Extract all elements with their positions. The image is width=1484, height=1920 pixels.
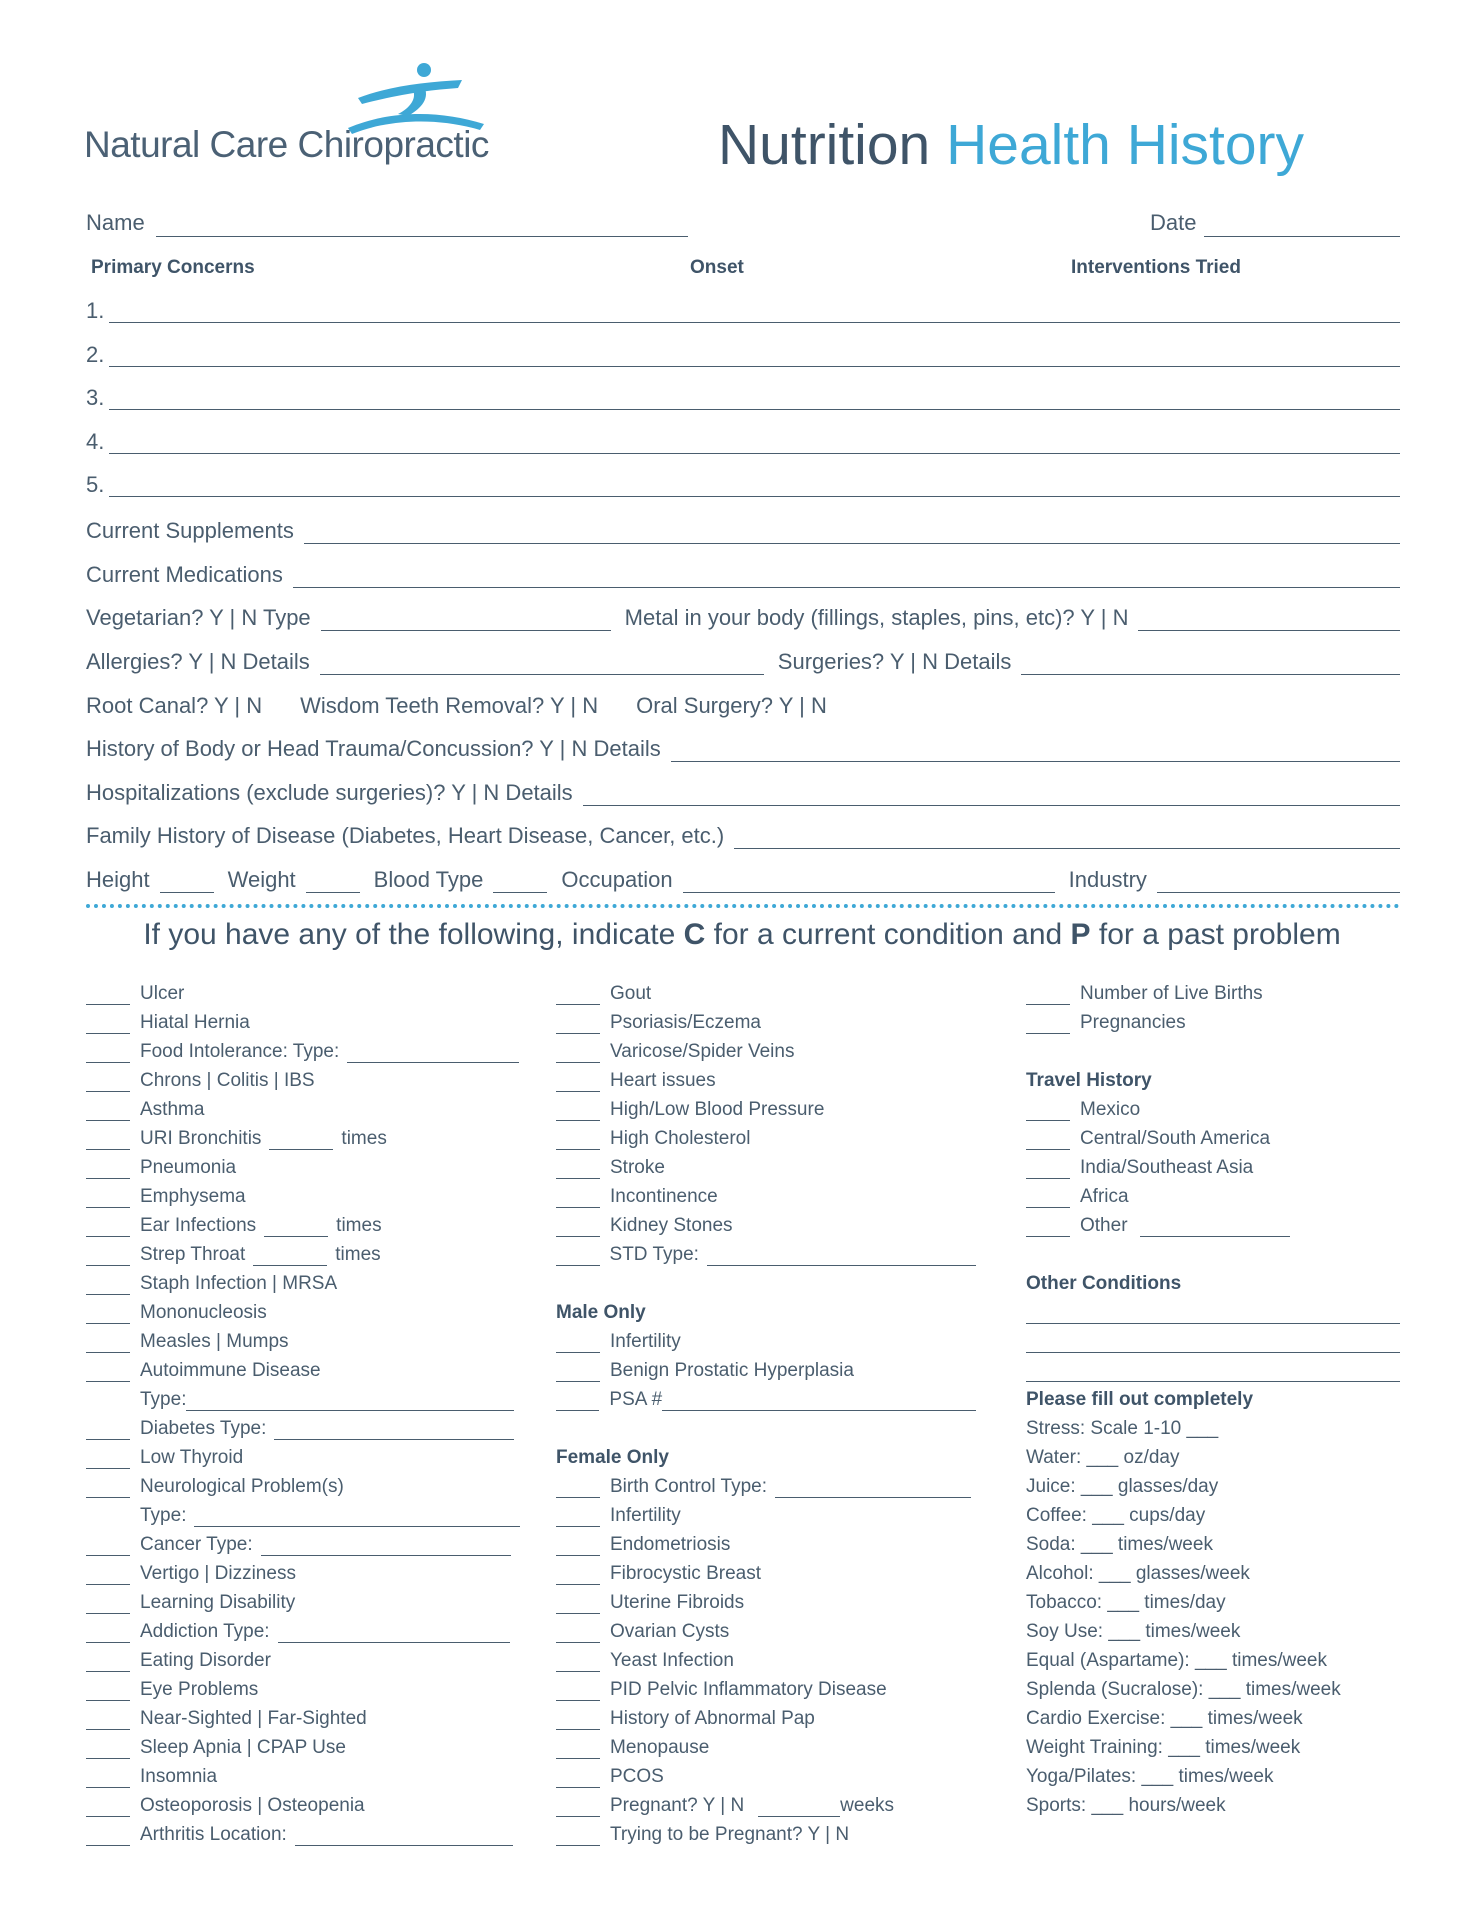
condition-blank[interactable] xyxy=(556,1363,600,1382)
list-item xyxy=(86,1585,526,1614)
condition-label: Strep Throat xyxy=(140,1244,246,1265)
condition-label: Autoimmune Disease xyxy=(140,1360,321,1381)
occupation-label: Occupation xyxy=(561,867,673,892)
other-conditions-line[interactable] xyxy=(1026,1295,1400,1324)
list-item xyxy=(556,1121,976,1150)
condition-blank[interactable] xyxy=(86,1740,130,1759)
condition-label: High/Low Blood Pressure xyxy=(610,1099,825,1120)
hospitalizations-field[interactable] xyxy=(583,783,1400,806)
list-item xyxy=(556,1817,976,1846)
condition-blank[interactable] xyxy=(556,1044,600,1063)
food-intolerance-type-field[interactable] xyxy=(347,1044,519,1063)
neurological-type-field[interactable] xyxy=(194,1508,520,1527)
metal-label: Metal in your body (fillings, staples, pins, etc)? Y | N xyxy=(624,605,1129,630)
condition-label: Addiction Type: xyxy=(140,1621,270,1642)
condition-blank[interactable] xyxy=(86,1653,130,1672)
instructions-pre: If you have any of the following, indicate xyxy=(143,918,684,951)
dotted-divider xyxy=(86,904,1400,908)
list-item xyxy=(86,1440,526,1469)
condition-label: Incontinence xyxy=(610,1186,718,1207)
condition-blank[interactable] xyxy=(86,1566,130,1585)
height-field[interactable] xyxy=(160,870,214,893)
list-item xyxy=(86,1730,526,1759)
condition-label: Asthma xyxy=(140,1099,205,1120)
times-label: times xyxy=(341,1128,387,1149)
logo-text: Natural Care Chiropractic xyxy=(84,124,489,165)
concern-field-4[interactable] xyxy=(109,453,1400,454)
family-history-label: Family History of Disease (Diabetes, Heart Disease, Cancer, etc.) xyxy=(86,823,725,848)
condition-blank[interactable] xyxy=(86,986,130,1005)
condition-blank[interactable] xyxy=(556,1537,600,1556)
lifestyle-item: Water: ___ oz/day xyxy=(1026,1447,1180,1468)
trauma-field[interactable] xyxy=(671,739,1400,762)
condition-blank[interactable] xyxy=(556,1740,600,1759)
hospitalizations-label: Hospitalizations (exclude surgeries)? Y | N Details xyxy=(86,780,573,805)
condition-blank[interactable] xyxy=(86,1421,130,1440)
condition-blank[interactable] xyxy=(556,1566,600,1585)
condition-blank[interactable] xyxy=(556,1624,600,1643)
concern-number-3: 3. xyxy=(86,385,105,410)
condition-label: Insomnia xyxy=(140,1766,218,1787)
condition-label: Type: xyxy=(140,1505,187,1526)
condition-label: Type: xyxy=(140,1389,187,1410)
travel-label: India/Southeast Asia xyxy=(1080,1157,1254,1178)
list-item xyxy=(86,1556,526,1585)
weight-label: Weight xyxy=(227,867,296,892)
list-item xyxy=(86,1295,526,1324)
list-item xyxy=(86,1527,526,1556)
condition-blank[interactable] xyxy=(556,1247,600,1266)
lifestyle-item: Juice: ___ glasses/day xyxy=(1026,1476,1219,1497)
lifestyle-item: Sports: ___ hours/week xyxy=(1026,1795,1226,1816)
surgeries-label: Surgeries? Y | N Details xyxy=(777,649,1012,674)
list-item xyxy=(556,976,976,1005)
dental-row xyxy=(86,689,1400,719)
condition-label: Cancer Type: xyxy=(140,1534,253,1555)
condition-label: Uterine Fibroids xyxy=(610,1592,745,1613)
condition-label: PSA # xyxy=(609,1389,663,1410)
condition-blank[interactable] xyxy=(86,1769,130,1788)
list-item xyxy=(86,1353,526,1382)
pregnant-weeks-field[interactable] xyxy=(758,1798,840,1817)
travel-blank[interactable] xyxy=(1026,1189,1070,1208)
concern-number-1: 1. xyxy=(86,298,105,323)
wisdom-teeth-label: Wisdom Teeth Removal? Y | N xyxy=(300,693,599,718)
condition-blank[interactable] xyxy=(556,1508,600,1527)
condition-label: STD Type: xyxy=(609,1244,699,1265)
occupation-field[interactable] xyxy=(683,870,1055,893)
condition-blank[interactable] xyxy=(86,1363,130,1382)
list-item xyxy=(556,1382,976,1411)
list-item xyxy=(1026,1005,1400,1034)
condition-label: Ear Infections xyxy=(140,1215,257,1236)
oral-surgery-label: Oral Surgery? Y | N xyxy=(636,693,827,718)
condition-label: Ovarian Cysts xyxy=(610,1621,730,1642)
lifestyle-item: Soy Use: ___ times/week xyxy=(1026,1621,1241,1642)
condition-blank[interactable] xyxy=(86,1711,130,1730)
condition-blank[interactable] xyxy=(86,1305,130,1324)
condition-label: Infertility xyxy=(610,1505,681,1526)
list-item xyxy=(1026,976,1400,1005)
condition-label: History of Abnormal Pap xyxy=(610,1708,815,1729)
condition-label: Neurological Problem(s) xyxy=(140,1476,344,1497)
list-item xyxy=(556,1643,976,1672)
lifestyle-item: Weight Training: ___ times/week xyxy=(1026,1737,1301,1758)
list-item xyxy=(556,1150,976,1179)
list-item xyxy=(86,1179,526,1208)
condition-blank[interactable] xyxy=(86,1334,130,1353)
list-item xyxy=(86,1817,526,1846)
concern-number-2: 2. xyxy=(86,342,105,367)
list-item xyxy=(556,1730,976,1759)
lifestyle-item: Equal (Aspartame): ___ times/week xyxy=(1026,1650,1327,1671)
title-part-1: Nutrition xyxy=(718,113,931,177)
travel-blank[interactable] xyxy=(1026,1131,1070,1150)
condition-blank[interactable] xyxy=(556,1711,600,1730)
condition-label: Low Thyroid xyxy=(140,1447,244,1468)
hospitalizations-row xyxy=(86,776,1400,806)
travel-blank[interactable] xyxy=(1026,1218,1070,1237)
list-item xyxy=(86,1382,526,1411)
condition-label: Fibrocystic Breast xyxy=(610,1563,761,1584)
condition-label: Osteoporosis | Osteopenia xyxy=(140,1795,365,1816)
family-history-field[interactable] xyxy=(734,826,1400,849)
list-item xyxy=(86,1121,526,1150)
list-item xyxy=(86,976,526,1005)
strep-throat-times-field[interactable] xyxy=(253,1247,327,1266)
addiction-type-field[interactable] xyxy=(278,1624,510,1643)
concern-number-5: 5. xyxy=(86,472,105,497)
condition-blank[interactable] xyxy=(556,1798,600,1817)
family-history-row xyxy=(86,819,1400,849)
lifestyle-item: Coffee: ___ cups/day xyxy=(1026,1505,1206,1526)
condition-blank[interactable] xyxy=(556,986,600,1005)
supplements-row xyxy=(86,514,1400,544)
list-item xyxy=(1026,1208,1400,1237)
page-title xyxy=(718,112,1304,178)
condition-label: Food Intolerance: Type: xyxy=(140,1041,340,1062)
condition-label: Yeast Infection xyxy=(610,1650,734,1671)
list-item xyxy=(86,1614,526,1643)
condition-label: Chrons | Colitis | IBS xyxy=(140,1070,315,1091)
condition-blank[interactable] xyxy=(86,1624,130,1643)
bronchitis-times-field[interactable] xyxy=(269,1131,333,1150)
conditions-column-1 xyxy=(86,976,526,1846)
condition-blank[interactable] xyxy=(556,1479,600,1498)
list-item xyxy=(86,1498,526,1527)
condition-blank[interactable] xyxy=(556,1392,599,1411)
condition-label: Pregnancies xyxy=(1080,1012,1186,1033)
condition-label: Number of Live Births xyxy=(1080,983,1263,1004)
condition-label: Vertigo | Dizziness xyxy=(140,1563,296,1584)
allergies-field[interactable] xyxy=(320,652,764,675)
list-item xyxy=(556,1092,976,1121)
lifestyle-item: Stress: Scale 1-10 ___ xyxy=(1026,1418,1219,1439)
condition-blank[interactable] xyxy=(556,1218,600,1237)
list-item xyxy=(556,1614,976,1643)
condition-label: Staph Infection | MRSA xyxy=(140,1273,338,1294)
condition-blank[interactable] xyxy=(86,1479,130,1498)
trauma-row xyxy=(86,732,1400,762)
condition-label: URI Bronchitis xyxy=(140,1128,262,1149)
date-label: Date xyxy=(1150,210,1197,235)
allergies-row xyxy=(86,645,1400,675)
travel-label: Other xyxy=(1080,1215,1128,1236)
condition-label: PID Pelvic Inflammatory Disease xyxy=(610,1679,887,1700)
trauma-label: History of Body or Head Trauma/Concussion? Y | N Details xyxy=(86,736,661,761)
condition-blank[interactable] xyxy=(556,1160,600,1179)
list-item xyxy=(556,1179,976,1208)
condition-blank[interactable] xyxy=(86,1015,130,1034)
body-stats-row xyxy=(86,863,1400,893)
condition-blank[interactable] xyxy=(556,1189,600,1208)
fill-out-heading: Please fill out completely xyxy=(1026,1389,1254,1410)
condition-blank[interactable] xyxy=(86,1247,130,1266)
list-item xyxy=(86,1643,526,1672)
conditions-column-3 xyxy=(1026,976,1400,1817)
condition-label: Heart issues xyxy=(610,1070,716,1091)
allergies-label: Allergies? Y | N Details xyxy=(86,649,310,674)
list-item xyxy=(86,1092,526,1121)
list-item xyxy=(86,1788,526,1817)
conditions-instructions xyxy=(0,918,1484,952)
condition-blank[interactable] xyxy=(86,1450,130,1469)
supplements-field[interactable] xyxy=(304,521,1400,544)
condition-label: Menopause xyxy=(610,1737,710,1758)
lifestyle-item: Yoga/Pilates: ___ times/week xyxy=(1026,1766,1274,1787)
condition-label: Emphysema xyxy=(140,1186,246,1207)
industry-field[interactable] xyxy=(1157,870,1400,893)
medications-row xyxy=(86,558,1400,588)
list-item xyxy=(86,1208,526,1237)
date-field[interactable] xyxy=(1204,236,1400,237)
list-item xyxy=(556,1005,976,1034)
female-only-heading: Female Only xyxy=(556,1447,669,1468)
list-item xyxy=(86,1324,526,1353)
list-item xyxy=(86,1005,526,1034)
list-item xyxy=(556,1237,976,1266)
std-type-field[interactable] xyxy=(707,1247,976,1266)
condition-blank[interactable] xyxy=(86,1160,130,1179)
condition-blank[interactable] xyxy=(86,1073,130,1092)
list-item xyxy=(86,1701,526,1730)
condition-blank[interactable] xyxy=(86,1131,130,1150)
onset-heading: Onset xyxy=(690,257,744,278)
condition-blank[interactable] xyxy=(1026,986,1070,1005)
list-item xyxy=(86,1034,526,1063)
list-item xyxy=(86,1759,526,1788)
condition-label: Ulcer xyxy=(140,983,185,1004)
condition-blank[interactable] xyxy=(556,1015,600,1034)
list-item xyxy=(556,1034,976,1063)
concern-field-3[interactable] xyxy=(109,409,1400,410)
list-item xyxy=(86,1672,526,1701)
condition-label: Kidney Stones xyxy=(610,1215,733,1236)
condition-label: Pneumonia xyxy=(140,1157,237,1178)
list-item xyxy=(556,1353,976,1382)
other-conditions-line[interactable] xyxy=(1026,1324,1400,1353)
condition-label: Eating Disorder xyxy=(140,1650,271,1671)
concern-field-1[interactable] xyxy=(109,322,1400,323)
condition-blank[interactable] xyxy=(86,1537,130,1556)
travel-blank[interactable] xyxy=(1026,1102,1070,1121)
list-item xyxy=(86,1266,526,1295)
blood-type-field[interactable] xyxy=(493,870,547,893)
list-item xyxy=(1026,1121,1400,1150)
condition-blank[interactable] xyxy=(556,1334,600,1353)
list-item xyxy=(86,1411,526,1440)
condition-label: Endometriosis xyxy=(610,1534,731,1555)
title-part-2: Health History xyxy=(946,113,1305,177)
condition-label: Eye Problems xyxy=(140,1679,259,1700)
condition-label: Birth Control Type: xyxy=(610,1476,768,1497)
condition-blank[interactable] xyxy=(86,1189,130,1208)
condition-blank[interactable] xyxy=(556,1102,600,1121)
condition-blank[interactable] xyxy=(1026,1015,1070,1034)
instructions-p: P xyxy=(1070,918,1091,951)
weeks-label: weeks xyxy=(840,1795,895,1816)
condition-blank[interactable] xyxy=(86,1102,130,1121)
condition-label: Psoriasis/Eczema xyxy=(610,1012,761,1033)
condition-blank[interactable] xyxy=(86,1218,130,1237)
travel-label: Africa xyxy=(1080,1186,1129,1207)
condition-label: High Cholesterol xyxy=(610,1128,751,1149)
root-canal-label: Root Canal? Y | N xyxy=(86,693,263,718)
medications-label: Current Medications xyxy=(86,562,283,587)
instructions-mid: for a current condition and xyxy=(705,918,1071,951)
concern-field-5[interactable] xyxy=(109,496,1400,497)
condition-blank[interactable] xyxy=(86,1798,130,1817)
conditions-column-2 xyxy=(556,976,976,1846)
surgeries-field[interactable] xyxy=(1021,652,1400,675)
travel-blank[interactable] xyxy=(1026,1160,1070,1179)
list-item xyxy=(556,1063,976,1092)
condition-label: Gout xyxy=(610,983,652,1004)
other-conditions-heading: Other Conditions xyxy=(1026,1273,1182,1294)
interventions-heading: Interventions Tried xyxy=(1071,257,1241,278)
vegetarian-type-field[interactable] xyxy=(321,608,611,631)
condition-label: Near-Sighted | Far-Sighted xyxy=(140,1708,367,1729)
medications-field[interactable] xyxy=(293,565,1400,588)
condition-blank[interactable] xyxy=(556,1653,600,1672)
condition-label: Benign Prostatic Hyperplasia xyxy=(610,1360,854,1381)
list-item xyxy=(556,1701,976,1730)
condition-label: Learning Disability xyxy=(140,1592,296,1613)
metal-field[interactable] xyxy=(1138,608,1400,631)
condition-blank[interactable] xyxy=(86,1276,130,1295)
condition-label: Diabetes Type: xyxy=(140,1418,267,1439)
list-item xyxy=(556,1585,976,1614)
condition-label: PCOS xyxy=(610,1766,664,1787)
name-field[interactable] xyxy=(156,236,688,237)
other-conditions-line[interactable] xyxy=(1026,1353,1400,1382)
list-item xyxy=(1026,1179,1400,1208)
list-item xyxy=(556,1498,976,1527)
supplements-label: Current Supplements xyxy=(86,518,294,543)
condition-blank[interactable] xyxy=(556,1769,600,1788)
vegetarian-row xyxy=(86,601,1400,631)
list-item xyxy=(86,1063,526,1092)
times-label: times xyxy=(336,1215,382,1236)
list-item xyxy=(86,1150,526,1179)
lifestyle-item: Soda: ___ times/week xyxy=(1026,1534,1213,1555)
condition-label: Stroke xyxy=(610,1157,665,1178)
condition-label: Arthritis Location: xyxy=(140,1824,287,1845)
concern-field-2[interactable] xyxy=(109,366,1400,367)
condition-label: Sleep Apnia | CPAP Use xyxy=(140,1737,346,1758)
condition-blank[interactable] xyxy=(86,1595,130,1614)
condition-label: Hiatal Hernia xyxy=(140,1012,250,1033)
travel-history-heading: Travel History xyxy=(1026,1070,1152,1091)
instructions-post: for a past problem xyxy=(1090,918,1341,951)
travel-label: Central/South America xyxy=(1080,1128,1271,1149)
weight-field[interactable] xyxy=(306,870,360,893)
birth-control-type-field[interactable] xyxy=(775,1479,971,1498)
list-item xyxy=(1026,1092,1400,1121)
condition-blank[interactable] xyxy=(556,1073,600,1092)
list-item xyxy=(556,1556,976,1585)
list-item xyxy=(1026,1150,1400,1179)
lifestyle-item: Cardio Exercise: ___ times/week xyxy=(1026,1708,1303,1729)
list-item xyxy=(556,1788,976,1817)
travel-other-field[interactable] xyxy=(1140,1218,1290,1237)
list-item xyxy=(556,1324,976,1353)
blood-type-label: Blood Type xyxy=(373,867,484,892)
condition-blank[interactable] xyxy=(86,1682,130,1701)
vegetarian-label: Vegetarian? Y | N Type xyxy=(86,605,311,630)
lifestyle-item: Tobacco: ___ times/day xyxy=(1026,1592,1226,1613)
primary-concerns-heading: Primary Concerns xyxy=(91,257,255,278)
list-item xyxy=(556,1527,976,1556)
condition-blank[interactable] xyxy=(86,1827,130,1846)
male-only-heading: Male Only xyxy=(556,1302,646,1323)
psa-field[interactable] xyxy=(662,1392,976,1411)
condition-label: Trying to be Pregnant? Y | N xyxy=(610,1824,850,1845)
list-item xyxy=(86,1237,526,1266)
instructions-c: C xyxy=(683,918,706,951)
condition-label: Measles | Mumps xyxy=(140,1331,289,1352)
cancer-type-field[interactable] xyxy=(261,1537,511,1556)
condition-blank[interactable] xyxy=(86,1044,130,1063)
condition-blank[interactable] xyxy=(556,1682,600,1701)
travel-label: Mexico xyxy=(1080,1099,1141,1120)
industry-label: Industry xyxy=(1068,867,1147,892)
autoimmune-type-field[interactable] xyxy=(186,1392,514,1411)
list-item xyxy=(86,1469,526,1498)
list-item xyxy=(556,1672,976,1701)
arthritis-location-field[interactable] xyxy=(295,1827,513,1846)
list-item xyxy=(556,1759,976,1788)
diabetes-type-field[interactable] xyxy=(274,1421,514,1440)
ear-infections-times-field[interactable] xyxy=(264,1218,328,1237)
condition-label: Pregnant? Y | N xyxy=(610,1795,745,1816)
height-label: Height xyxy=(86,867,150,892)
lifestyle-item: Splenda (Sucralose): ___ times/week xyxy=(1026,1679,1341,1700)
times-label: times xyxy=(335,1244,381,1265)
condition-blank[interactable] xyxy=(556,1827,600,1846)
list-item xyxy=(556,1469,976,1498)
condition-label: Infertility xyxy=(610,1331,681,1352)
concern-number-4: 4. xyxy=(86,429,105,454)
list-item xyxy=(556,1208,976,1237)
name-label: Name xyxy=(86,210,145,235)
condition-label: Varicose/Spider Veins xyxy=(610,1041,795,1062)
condition-blank[interactable] xyxy=(556,1131,600,1150)
condition-label: Mononucleosis xyxy=(140,1302,267,1323)
lifestyle-item: Alcohol: ___ glasses/week xyxy=(1026,1563,1250,1584)
condition-blank[interactable] xyxy=(556,1595,600,1614)
